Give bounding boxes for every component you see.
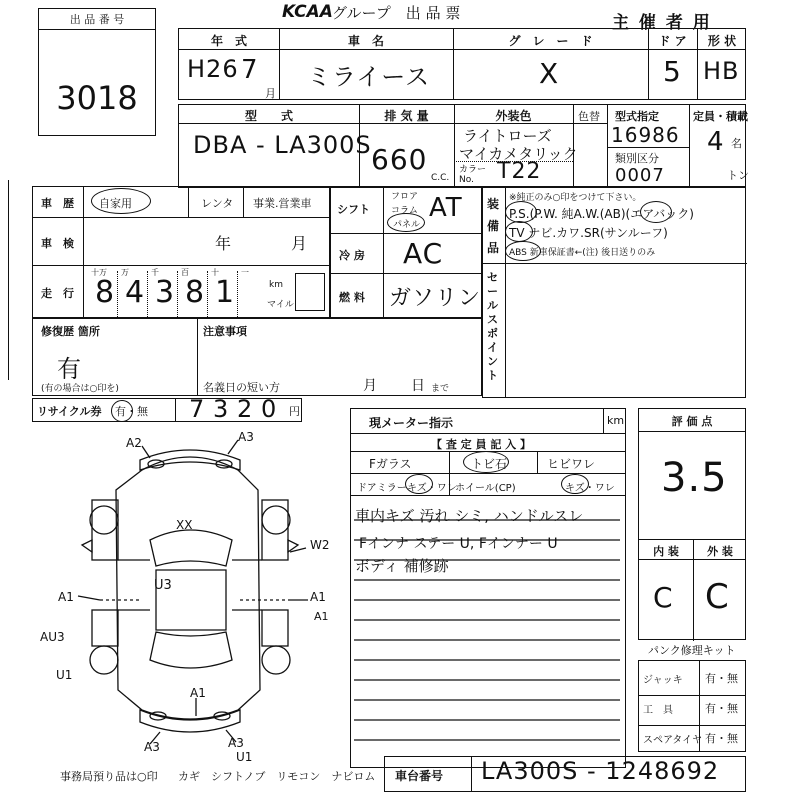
- digit-divider: [117, 271, 118, 317]
- doors-value: 5: [663, 55, 682, 88]
- tool-label-1: 工 具: [643, 705, 673, 716]
- chip-label: トビ石: [471, 457, 508, 471]
- car-name-value: ミライース: [307, 63, 431, 91]
- digit-divider: [237, 271, 238, 317]
- recycle-label: リサイクル券: [37, 405, 102, 418]
- chassis-block: [384, 756, 746, 792]
- office-note: 事務局預り品は○印: [60, 770, 158, 783]
- caution-label: 注意事項: [203, 325, 247, 338]
- capacity-value: 4: [707, 127, 725, 157]
- color-code-value: T22: [497, 159, 542, 184]
- door-mirror-label: ドアミラー: [357, 483, 407, 494]
- diagram-mark-u3: U3: [154, 578, 172, 593]
- mileage-label: 走 行: [41, 287, 74, 300]
- digit-unit-0: 十万: [91, 268, 107, 277]
- equipment-line3: ABS 新車保証書←(注) 後日送りのみ: [509, 248, 656, 258]
- digit-divider: [207, 271, 208, 317]
- equipment-block: [482, 186, 746, 398]
- diagram-mark-a2-top: A2: [126, 436, 142, 450]
- inspection-note-3: ボディ 補修跡: [355, 557, 449, 575]
- diagram-mark-a1-right: A1: [310, 590, 326, 604]
- shift-label: シフト: [337, 203, 370, 216]
- sale-point-label: セールスポイント: [487, 271, 498, 382]
- score-value: 3.5: [661, 455, 728, 501]
- diagram-mark-xx: XX: [176, 518, 193, 532]
- color-line2: マイカメタリック: [459, 145, 578, 163]
- diagram-mark-a1-bottom: A1: [190, 686, 206, 700]
- tools-note: パンク修理キット: [648, 644, 736, 657]
- organizer-label: 主 催 者 用: [612, 13, 712, 33]
- interior-value: C: [653, 581, 674, 614]
- lot-number-label: 出 品 番 号: [69, 13, 125, 26]
- history-block: [32, 186, 330, 318]
- digit-unit-4: 十: [211, 268, 219, 277]
- color-code-label: カラーNo.: [459, 165, 487, 185]
- tool-value-0: 有・無: [705, 672, 738, 685]
- fuel-value: ガソリン: [389, 286, 482, 311]
- deadline-month: 月: [363, 378, 377, 394]
- interior-label: 内 装: [653, 545, 679, 558]
- wheel-label: ホイール(CP): [455, 483, 516, 494]
- meter-label: 現メーター指示: [369, 416, 454, 430]
- displacement-label: 排 気 量: [384, 109, 429, 123]
- exterior-color-label: 外装色: [495, 109, 532, 123]
- shift-option-panel[interactable]: パネル: [393, 220, 421, 230]
- ac-label: 冷 房: [339, 249, 365, 262]
- digit-unit-5: 一: [241, 268, 249, 277]
- recycle-digit-3: 0: [261, 395, 278, 423]
- inspection-note-2: Fインナ ステー U, Fインナー U: [359, 536, 558, 552]
- inspection-block: [350, 408, 626, 768]
- name-label: 車 名: [347, 34, 384, 48]
- office-items: カギ シフトノブ リモコン ナビロム: [178, 770, 376, 783]
- fglass-label: Fガラス: [369, 457, 412, 471]
- class-value: 0007: [615, 165, 665, 186]
- door-mirror-damage: キズ・ワレ: [407, 483, 457, 494]
- diagram-mark-a1-right2: A1: [314, 610, 329, 623]
- shaken-month-unit: 月: [291, 234, 308, 253]
- type-designation-value: 16986: [611, 123, 680, 147]
- lot-number-value: 3018: [56, 79, 138, 117]
- left-margin-line: [8, 180, 9, 380]
- mileage-digit-2: 3: [155, 275, 176, 310]
- body-type-label: 形 状: [707, 34, 737, 48]
- grade-block: [638, 408, 746, 640]
- grade-label: グ レ ー ド: [508, 34, 593, 48]
- recycle-yen: 円: [289, 405, 300, 418]
- history-selected-circle: [91, 188, 151, 214]
- mileage-box: [295, 273, 325, 311]
- diagram-mark-a3-top: A3: [238, 430, 254, 444]
- year-value: H26: [187, 55, 239, 83]
- shaken-label: 車 検: [41, 237, 74, 250]
- recycle-selected-circle: [111, 400, 133, 422]
- doors-label: ド ア: [658, 34, 687, 48]
- history-label: 車 歴: [41, 197, 74, 210]
- digit-unit-2: 千: [151, 268, 159, 277]
- repair-value: 有: [57, 355, 81, 383]
- month-unit: 月: [265, 87, 276, 100]
- exterior-grade-value: C: [705, 577, 730, 617]
- mileage-digit-3: 8: [185, 275, 206, 310]
- score-label: 評 価 点: [671, 415, 713, 428]
- mileage-digit-1: 4: [125, 275, 146, 310]
- digit-divider: [147, 271, 148, 317]
- chassis-label: 車台番号: [395, 769, 444, 783]
- mileage-digit-0: 8: [95, 275, 116, 310]
- equipment-line1: P.S.(P.W. 純A.W.(AB)(エアバック): [509, 207, 694, 221]
- tool-value-2: 有・無: [705, 732, 738, 745]
- chassis-value: LA300S - 1248692: [481, 757, 720, 785]
- tool-label-2: スペアタイヤ: [643, 735, 703, 746]
- equipment-note: ※純正のみ○印をつけて下さい。: [509, 193, 642, 203]
- recycle-digit-0: 7: [189, 395, 206, 423]
- deadline-day: 日: [411, 378, 425, 394]
- form-title: グループ 出 品 票: [332, 4, 461, 22]
- equipment-line2: TV ナビ.カワ.SR(サンルーフ): [509, 226, 668, 240]
- shift-option-floor[interactable]: フロア: [391, 192, 419, 202]
- diagram-mark-w2: W2: [310, 538, 330, 552]
- exterior-grade-label: 外 装: [707, 545, 733, 558]
- equipment-label: 装 備 品: [487, 197, 500, 255]
- cc-unit: C.C.: [431, 173, 450, 183]
- capacity-unit: 名: [731, 137, 742, 150]
- month-value: 7: [241, 55, 259, 85]
- mirror-scratch-circle: [405, 474, 433, 494]
- abs-circle: [505, 241, 541, 261]
- ac-value: AC: [403, 237, 444, 270]
- shift-block: [330, 186, 482, 318]
- inspector-title: 【 査 定 員 記 入 】: [431, 438, 531, 451]
- grade-value: X: [539, 57, 560, 90]
- tool-col-divider: [699, 661, 700, 751]
- brand-logo: KCAA: [282, 2, 333, 22]
- tool-value-1: 有・無: [705, 702, 738, 715]
- model-value: DBA - LA300S: [193, 131, 372, 159]
- wheel-damage: キズ・ワレ: [565, 483, 615, 494]
- shaken-year-unit: 年: [215, 234, 232, 253]
- recycle-options[interactable]: 有・無: [115, 405, 148, 418]
- ab-circle: [640, 201, 672, 223]
- shift-selected-circle: [387, 213, 425, 232]
- crack-label: ヒビワレ: [547, 457, 596, 471]
- digit-divider: [177, 271, 178, 317]
- color-line1: ライトローズ: [463, 127, 552, 145]
- vehicle-row1: [178, 28, 746, 100]
- shift-value: AT: [429, 193, 463, 223]
- mileage-digit-4: 1: [215, 275, 236, 310]
- vehicle-row2: [178, 104, 749, 188]
- diagram-mark-a1-left: A1: [58, 590, 74, 604]
- ton-unit: トン: [727, 169, 749, 182]
- repair-block: [32, 318, 482, 396]
- capacity-label: 定員・積載: [693, 110, 748, 123]
- tv-circle: [505, 221, 533, 242]
- recycle-digit-1: 3: [213, 395, 230, 423]
- chip-circle: [463, 451, 509, 473]
- tool-divider: [639, 725, 745, 726]
- recycle-block: [32, 395, 302, 423]
- recycle-digit-2: 2: [237, 395, 254, 423]
- body-type-value: HB: [703, 57, 740, 85]
- history-option-business[interactable]: 事業.営業車: [253, 197, 312, 210]
- color-change-label: 色替: [578, 110, 600, 123]
- digit-unit-1: 万: [121, 268, 129, 277]
- tool-label-0: ジャッキ: [643, 675, 683, 686]
- ps-circle: [505, 201, 537, 223]
- deadline-suffix: まで: [431, 384, 450, 394]
- digit-unit-3: 百: [181, 268, 189, 277]
- meter-km: km: [607, 414, 625, 427]
- km-label: km: [269, 280, 283, 290]
- fuel-label: 燃 料: [339, 291, 365, 304]
- tools-block: [638, 660, 746, 752]
- diagram-mark-u1-br: U1: [236, 750, 253, 764]
- diagram-mark-u1-left: U1: [56, 668, 73, 682]
- inspection-note-1: 車内キズ 汚れ シミ, ハンドルスレ: [355, 507, 584, 525]
- mile-label: マイル: [267, 300, 294, 310]
- deadline-label: 名義日の短い方: [203, 381, 280, 394]
- year-label: 年 式: [210, 34, 247, 48]
- diagram-mark-au3: AU3: [40, 630, 65, 644]
- lot-number-box: [38, 8, 156, 136]
- type-designation-label: 型式指定: [615, 110, 659, 123]
- displacement-value: 660: [371, 143, 428, 176]
- tool-divider: [639, 695, 745, 696]
- history-option-private[interactable]: 自家用: [99, 197, 132, 210]
- diagram-mark-a3-br: A3: [228, 736, 244, 750]
- wheel-scratch-circle: [561, 474, 589, 494]
- history-option-rental[interactable]: レンタ: [201, 197, 234, 210]
- class-label: 類別区分: [615, 152, 659, 165]
- repair-label: 修復歴 箇所: [41, 325, 100, 338]
- repair-note: (有の場合は○印を): [41, 384, 119, 394]
- shift-option-column[interactable]: コラム: [391, 206, 418, 216]
- diagram-mark-a3-bl: A3: [144, 740, 160, 754]
- model-label: 型 式: [244, 109, 293, 123]
